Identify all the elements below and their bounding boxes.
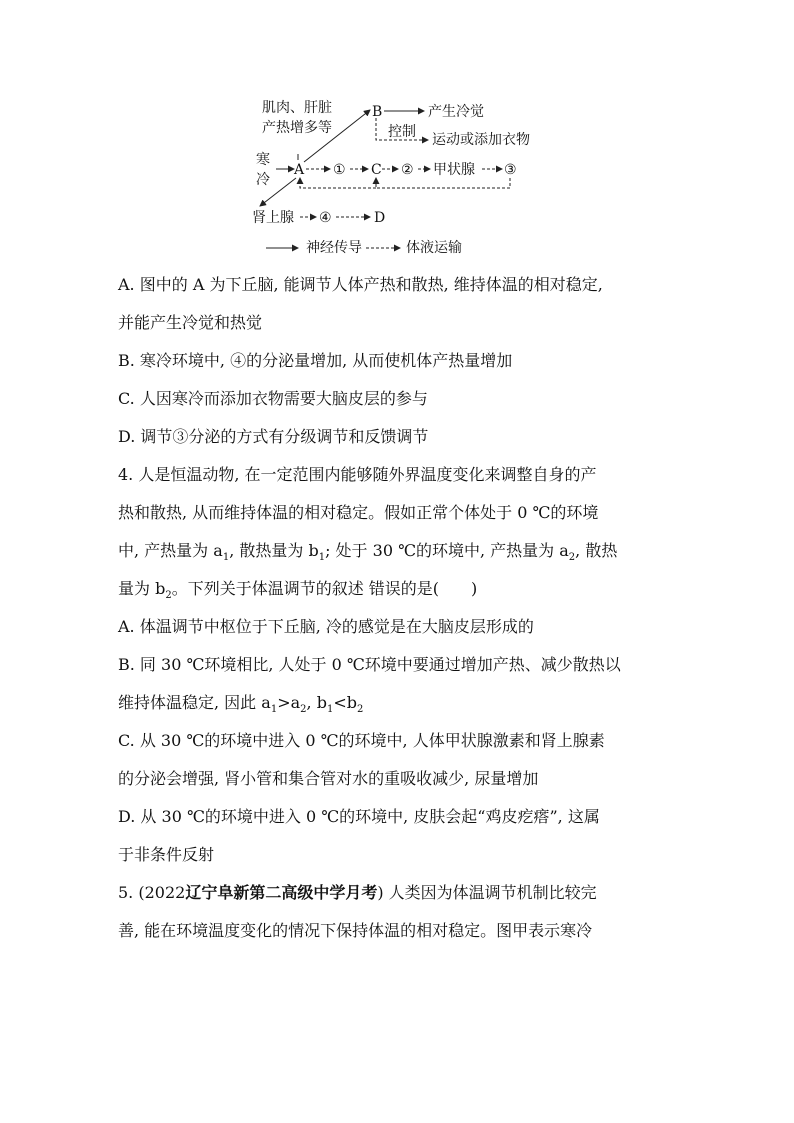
label-cold-sensation: 产生冷觉 <box>428 104 484 120</box>
q4-option-b-line2: 维持体温稳定, 因此 $a_1>a_2$, $b_1<b_2$ <box>118 693 364 716</box>
option-b: B. 寒冷环境中, ④的分泌量增加, 从而使机体产热量增加 <box>118 351 513 370</box>
circle-1: ① <box>333 162 346 178</box>
label-cold-1: 寒 <box>256 152 270 168</box>
label-muscle-liver: 肌肉、肝脏 <box>262 100 332 116</box>
legend-fluid-label: 体液运输 <box>406 240 462 256</box>
q5-line1: 5. (2022辽宁阜新第二高级中学月考) 人类因为体温调节机制比较完 <box>118 883 597 902</box>
label-thyroid: 甲状腺 <box>433 162 475 178</box>
option-a-line2: 并能产生冷觉和热觉 <box>118 313 263 332</box>
q5-line2: 善, 能在环境温度变化的情况下保持体温的相对稳定。图甲表示寒冷 <box>118 921 593 940</box>
label-cold-2: 冷 <box>256 172 270 188</box>
node-a: A <box>294 162 305 178</box>
thermoregulation-diagram <box>246 96 556 264</box>
label-adrenal: 肾上腺 <box>252 210 294 226</box>
q4-option-b-line1: B. 同 30 ℃环境相比, 人处于 0 ℃环境中要通过增加产热、减少散热以 <box>118 655 621 674</box>
q4-line4: 量为 $b_2$。下列关于体温调节的叙述 错误的是( ) <box>118 579 478 602</box>
q4-option-c-line1: C. 从 30 ℃的环境中进入 0 ℃的环境中, 人体甲状腺激素和肾上腺素 <box>118 731 605 750</box>
q4-line3: 中, 产热量为 $a_1$, 散热量为 $b_1$; 处于 30 ℃的环境中, 产热量为 $a_2$, 散热 <box>118 541 618 564</box>
circle-4: ④ <box>319 210 332 226</box>
q4-line2: 热和散热, 从而维持体温的相对稳定。假如正常个体处于 0 ℃的环境 <box>118 503 599 522</box>
q4-option-d-line2: 于非条件反射 <box>118 845 215 864</box>
label-clothing: 运动或添加衣物 <box>432 132 530 148</box>
q4-line1: 4. 人是恒温动物, 在一定范围内能够随外界温度变化来调整自身的产 <box>118 465 597 484</box>
q4-option-c-line2: 的分泌会增强, 肾小管和集合管对水的重吸收减少, 尿量增加 <box>118 769 539 788</box>
option-a-line1: A. 图中的 A 为下丘脑, 能调节人体产热和散热, 维持体温的相对稳定, <box>118 275 603 294</box>
legend-nerve-label: 神经传导 <box>306 240 362 256</box>
q4-option-d-line1: D. 从 30 ℃的环境中进入 0 ℃的环境中, 皮肤会起“鸡皮疙瘩”, 这属 <box>118 807 600 826</box>
node-b: B <box>372 104 383 120</box>
label-control: 控制 <box>388 124 416 140</box>
circle-2: ② <box>401 162 414 178</box>
q5-source: 辽宁阜新第二高级中学月考 <box>185 883 378 902</box>
option-c: C. 人因寒冷而添加衣物需要大脑皮层的参与 <box>118 389 428 408</box>
circle-3: ③ <box>504 162 517 178</box>
label-heat-increase: 产热增多等 <box>262 120 332 136</box>
question-text <box>118 266 688 950</box>
option-d: D. 调节③分泌的方式有分级调节和反馈调节 <box>118 427 429 446</box>
q4-option-a: A. 体温调节中枢位于下丘脑, 冷的感觉是在大脑皮层形成的 <box>118 617 534 636</box>
node-c: C <box>371 162 382 178</box>
node-d: D <box>374 210 386 226</box>
